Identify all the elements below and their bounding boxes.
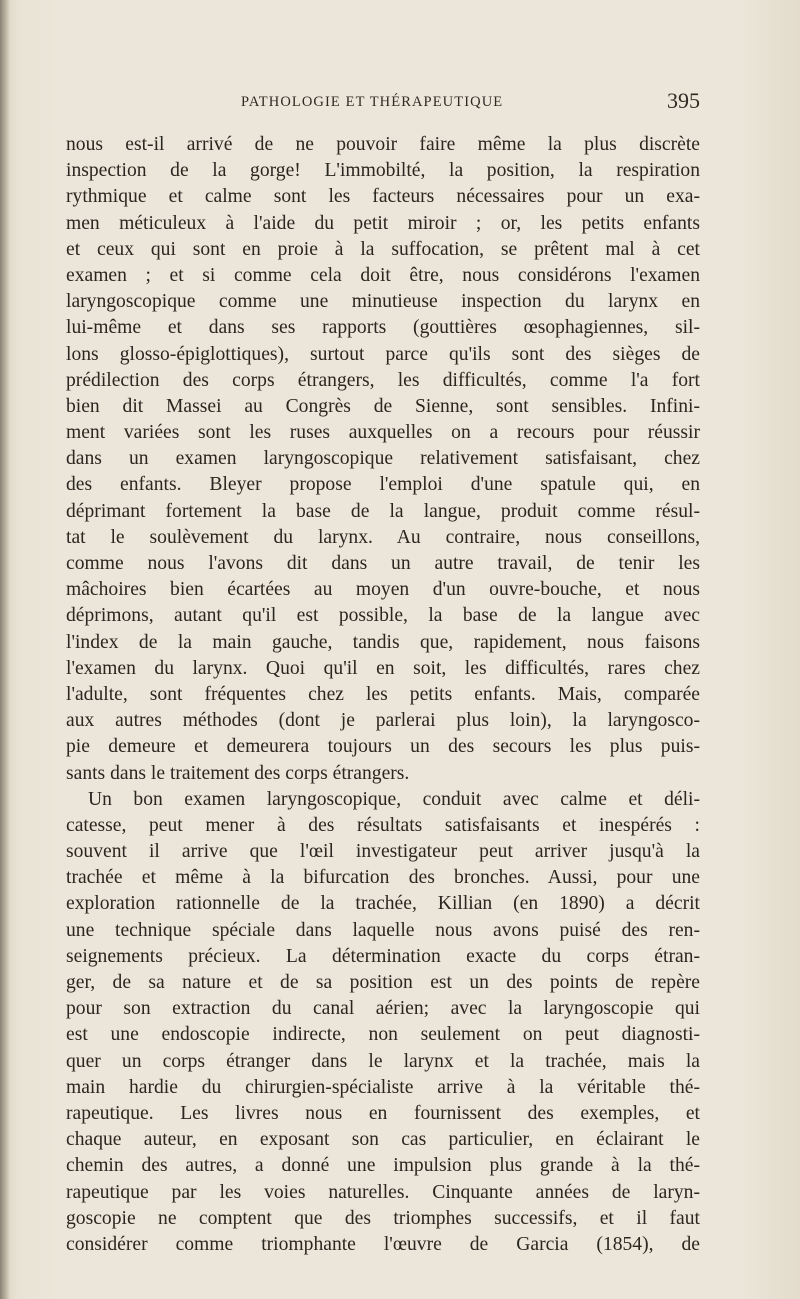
text-line: trachée et même à la bifurcation des bronches. Aussi, pour une bbox=[66, 867, 700, 889]
text-line: seignements précieux. La détermination exacte du corps étran- bbox=[66, 945, 700, 967]
running-title: PATHOLOGIE ET THÉRAPEUTIQUE bbox=[241, 94, 504, 110]
text-line: rapeutique par les voies naturelles. Cinquante années de laryn- bbox=[66, 1181, 700, 1203]
text-line: examen ; et si comme cela doit être, nous considérons l'examen bbox=[66, 264, 700, 286]
text-line: inspection de la gorge! L'immobilté, la position, la respiration bbox=[66, 160, 700, 182]
text-line: exploration rationnelle de la trachée, Killian (en 1890) a décrit bbox=[66, 893, 700, 915]
text-line: déprimant fortement la base de la langue, produit comme résul- bbox=[66, 500, 700, 522]
text-line: l'adulte, sont fréquentes chez les petits enfants. Mais, comparée bbox=[66, 683, 700, 705]
text-line: des enfants. Bleyer propose l'emploi d'une spatule qui, en bbox=[66, 474, 700, 496]
page-number: 395 bbox=[667, 88, 700, 113]
text-line: déprimons, autant qu'il est possible, la base de la langue avec bbox=[66, 605, 700, 627]
page-binding-edge bbox=[0, 0, 10, 1299]
text-line: lons glosso-épiglottiques), surtout parce qu'ils sont des sièges de bbox=[66, 343, 700, 365]
text-line: catesse, peut mener à des résultats satisfaisants et inespérés : bbox=[66, 814, 700, 836]
text-line: nous est-il arrivé de ne pouvoir faire même la plus discrète bbox=[66, 134, 700, 155]
text-line: rythmique et calme sont les facteurs nécessaires pour un exa- bbox=[66, 186, 700, 208]
text-line: l'index de la main gauche, tandis que, rapidement, nous faisons bbox=[66, 631, 700, 653]
text-line: bien dit Massei au Congrès de Sienne, sont sensibles. Infini- bbox=[66, 395, 700, 417]
text-line: men méticuleux à l'aide du petit miroir ; or, les petits enfants bbox=[66, 212, 700, 234]
text-line: lui-même et dans ses rapports (gouttières œsophagiennes, sil- bbox=[66, 317, 700, 339]
text-line: et ceux qui sont en proie à la suffocation, se prêtent mal à cet bbox=[66, 238, 700, 260]
text-line: laryngoscopique comme une minutieuse inspection du larynx en bbox=[66, 291, 700, 313]
text-line: main hardie du chirurgien-spécialiste arrive à la véritable thé- bbox=[66, 1076, 700, 1098]
text-line: dans un examen laryngoscopique relativement satisfaisant, chez bbox=[66, 448, 700, 470]
text-line: l'examen du larynx. Quoi qu'il en soit, les difficultés, rares chez bbox=[66, 657, 700, 679]
text-line: ger, de sa nature et de sa position est un des points de repère bbox=[66, 972, 700, 993]
text-line: mâchoires bien écartées au moyen d'un ouvre-bouche, et nous bbox=[66, 579, 700, 601]
paragraph-end-line: sants dans le traitement des corps étrangers. bbox=[66, 762, 410, 784]
paragraph-start-line: Un bon examen laryngoscopique, conduit avec calme et déli- bbox=[88, 788, 700, 810]
text-line: une technique spéciale dans laquelle nous avons puisé des ren- bbox=[66, 919, 700, 941]
text-line: quer un corps étranger dans le larynx et la trachée, mais la bbox=[66, 1050, 700, 1072]
text-line: considérer comme triomphante l'œuvre de Garcia (1854), de bbox=[66, 1233, 700, 1255]
text-line: ment variées sont les ruses auxquelles on a recours pour réussir bbox=[66, 422, 700, 444]
text-line: chaque auteur, en exposant son cas particulier, en éclairant le bbox=[66, 1129, 700, 1151]
text-line: prédilection des corps étrangers, les difficultés, comme l'a fort bbox=[66, 369, 700, 391]
text-line: rapeutique. Les livres nous en fournissent des exemples, et bbox=[66, 1102, 700, 1124]
text-line: pour son extraction du canal aérien; avec la laryngoscopie qui bbox=[66, 998, 700, 1020]
text-line: pie demeure et demeurera toujours un des secours les plus puis- bbox=[66, 736, 700, 758]
text-line: goscopie ne comptent que des triomphes successifs, et il faut bbox=[66, 1207, 700, 1229]
text-line: souvent il arrive que l'œil investigateur peut arriver jusqu'à la bbox=[66, 841, 700, 863]
page-header bbox=[66, 88, 700, 120]
body-text bbox=[66, 132, 700, 1258]
text-line: aux autres méthodes (dont je parlerai plus loin), la laryngosco- bbox=[66, 710, 700, 732]
text-line: tat le soulèvement du larynx. Au contraire, nous conseillons, bbox=[66, 526, 700, 548]
text-line: comme nous l'avons dit dans un autre travail, de tenir les bbox=[66, 553, 700, 574]
text-line: chemin des autres, a donné une impulsion plus grande à la thé- bbox=[66, 1155, 700, 1177]
text-line: est une endoscopie indirecte, non seulement on peut diagnosti- bbox=[66, 1024, 700, 1046]
